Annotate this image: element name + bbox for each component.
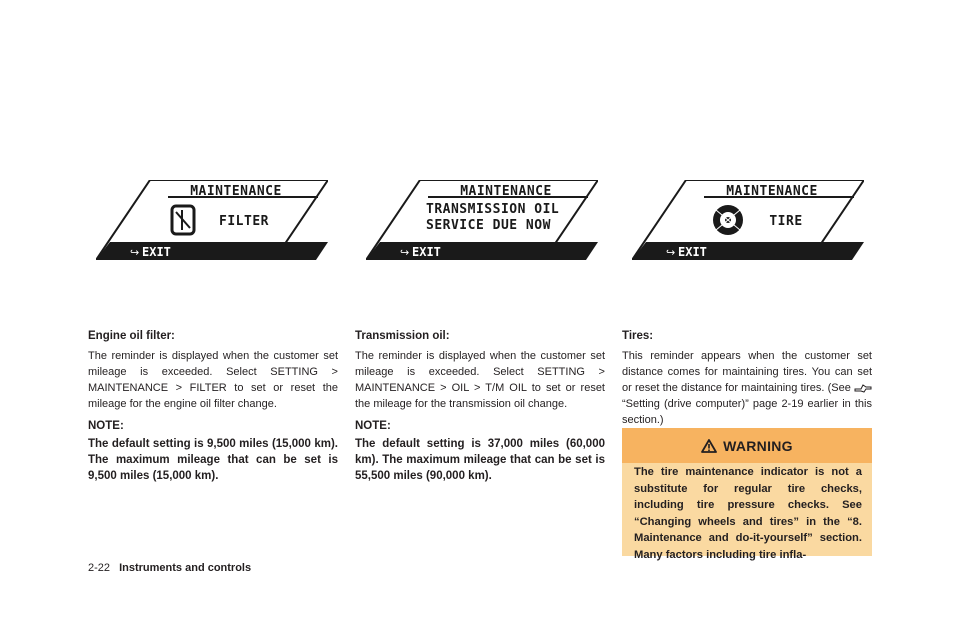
section-heading: Tires: (622, 330, 654, 342)
panel-message-line-2: SERVICE DUE NOW (426, 218, 551, 233)
panel-title: MAINTENANCE (726, 184, 818, 199)
warning-header (622, 428, 872, 463)
note-label: NOTE: (88, 420, 124, 432)
maintenance-panel-tire (632, 180, 864, 260)
oil-filter-icon (172, 206, 194, 234)
section-body: The reminder is displayed when the customer set mileage is exceeded. Select SETTING > MAINTENANCE > OIL > T/M OIL to set or reset the mileage for the transmission oil change. (355, 350, 605, 410)
section-heading: Transmission oil: (355, 330, 450, 342)
panel-exit: EXIT (678, 245, 707, 259)
panel-message: TIRE (769, 214, 803, 229)
section-body-end: “Setting (drive computer)” page 2-19 earlier in this section.) (622, 398, 872, 426)
panel-message-line-1: TRANSMISSION OIL (426, 202, 560, 217)
note-text: The default setting is 9,500 miles (15,000 km). The maximum mileage that can be set is 9,500 miles (15,000 km). (88, 438, 338, 482)
section-title: Instruments and controls (119, 562, 252, 574)
tires-section (622, 330, 872, 434)
section-heading: Engine oil filter: (88, 330, 175, 342)
warning-triangle-icon (701, 439, 717, 453)
transmission-oil-section (355, 330, 605, 484)
panel-message: FILTER (219, 214, 269, 229)
section-body-start: This reminder appears when the customer set distance comes for maintaining tires. You can set or reset the distance for maintaining tires. (See (622, 350, 872, 394)
page-footer (88, 562, 251, 574)
tire-icon (713, 205, 743, 235)
warning-box (622, 428, 872, 561)
note-label: NOTE: (355, 420, 391, 432)
exit-arrow-icon: ↪ (400, 247, 410, 259)
warning-text: The tire maintenance indicator is not a substitute for regular tire checks, including tire pressure checks. See “Changing wheels and tires” in the “8. Maintenance and do-it-yourself” section. Many factors including tire infla- (634, 466, 862, 561)
panel-title: MAINTENANCE (190, 184, 282, 199)
panel-exit: EXIT (412, 245, 441, 259)
section-body (622, 348, 872, 428)
section-body: The reminder is displayed when the customer set mileage is exceeded. Select SETTING > MAINTENANCE > FILTER to set or reset the mileage for the engine oil filter change. (88, 350, 338, 410)
maintenance-panel-transmission (366, 180, 598, 260)
page-number: 2-22 (88, 562, 111, 574)
note-text: The default setting is 37,000 miles (60,000 km). The maximum mileage that can be set is 55,500 miles (90,000 km). (355, 438, 605, 482)
see-reference-icon (854, 383, 872, 393)
maintenance-panel-filter (96, 180, 328, 260)
exit-arrow-icon: ↪ (666, 247, 676, 259)
warning-title: WARNING (723, 437, 793, 454)
engine-oil-filter-section (88, 330, 338, 484)
panel-title: MAINTENANCE (460, 184, 552, 199)
exit-arrow-icon: ↪ (130, 247, 140, 259)
panel-exit: EXIT (142, 245, 171, 259)
